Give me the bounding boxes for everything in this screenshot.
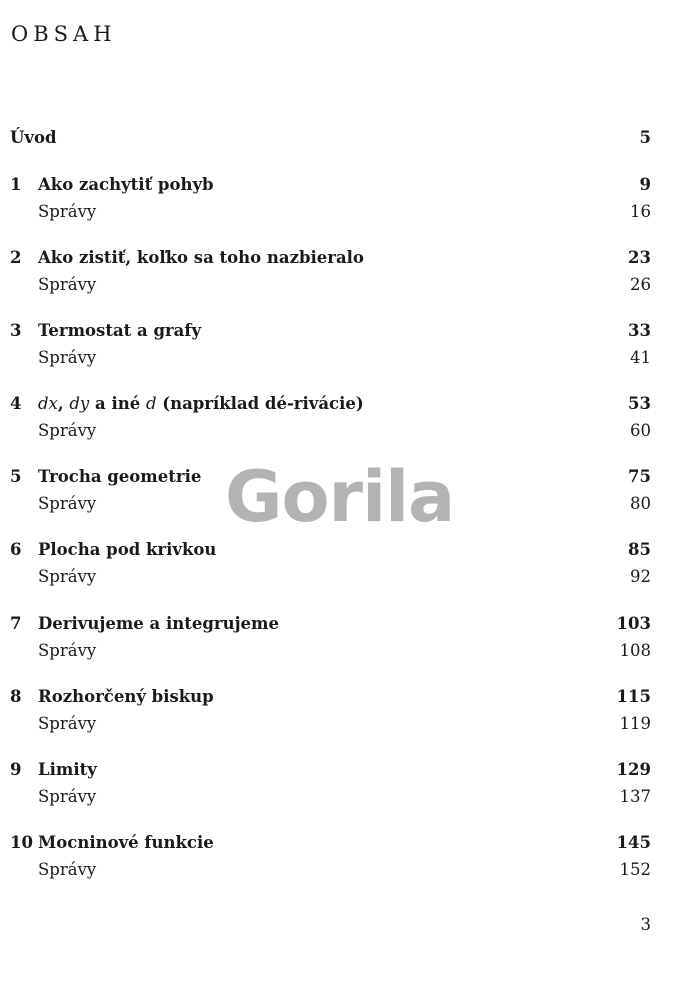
chapter-title: Derivujeme a integrujeme bbox=[38, 614, 279, 633]
notes-page: 41 bbox=[630, 348, 651, 367]
chapter-number: 5 bbox=[10, 467, 22, 486]
chapter-number: 3 bbox=[10, 321, 22, 340]
notes-page: 92 bbox=[630, 567, 651, 586]
chapter-title: Rozhorčený biskup bbox=[38, 687, 214, 706]
math-dy: dy bbox=[69, 394, 90, 413]
chapter-page: 115 bbox=[616, 687, 651, 706]
notes-page: 26 bbox=[630, 275, 651, 294]
notes-label: Správy bbox=[38, 714, 97, 733]
toc-notes-1[interactable] bbox=[10, 202, 651, 226]
chapter-page: 129 bbox=[616, 760, 651, 779]
chapter-page: 9 bbox=[639, 175, 651, 194]
math-d: d bbox=[145, 394, 157, 413]
notes-label: Správy bbox=[38, 641, 97, 660]
page-title: OBSAH bbox=[11, 22, 117, 46]
notes-label: Správy bbox=[38, 348, 97, 367]
chapter-number: 7 bbox=[10, 614, 22, 633]
notes-page: 108 bbox=[619, 641, 651, 660]
notes-page: 119 bbox=[619, 714, 651, 733]
toc-notes-6[interactable] bbox=[10, 567, 651, 591]
notes-label: Správy bbox=[38, 860, 97, 879]
chapter-page: 85 bbox=[628, 540, 651, 559]
chapter-page: 103 bbox=[616, 614, 651, 633]
chapter-number: 4 bbox=[10, 394, 22, 413]
chapter-page: 75 bbox=[628, 467, 651, 486]
toc-notes-8[interactable] bbox=[10, 714, 651, 738]
notes-page: 16 bbox=[630, 202, 651, 221]
toc-notes-10[interactable] bbox=[10, 860, 651, 884]
toc-chapter-9[interactable] bbox=[10, 760, 651, 784]
notes-page: 60 bbox=[630, 421, 651, 440]
chapter-number: 9 bbox=[10, 760, 22, 779]
title-separator: , bbox=[57, 394, 70, 413]
chapter-number: 8 bbox=[10, 687, 22, 706]
chapter-title bbox=[38, 394, 628, 413]
toc-entry-intro[interactable] bbox=[10, 128, 651, 152]
notes-page: 152 bbox=[619, 860, 651, 879]
chapter-page: 23 bbox=[628, 248, 651, 267]
chapter-page: 145 bbox=[616, 833, 651, 852]
watermark-logo: Gorila bbox=[225, 456, 455, 538]
chapter-page: 53 bbox=[628, 394, 651, 413]
chapter-title: Limity bbox=[38, 760, 97, 779]
chapter-title: Ako zistiť, koľko sa toho nazbieralo bbox=[38, 248, 364, 267]
chapter-title: Plocha pod krivkou bbox=[38, 540, 217, 559]
math-dx: dx bbox=[38, 394, 58, 413]
notes-page: 137 bbox=[619, 787, 651, 806]
chapter-number: 10 bbox=[10, 833, 33, 852]
notes-label: Správy bbox=[38, 202, 97, 221]
toc-chapter-2[interactable] bbox=[10, 248, 651, 272]
toc-chapter-10[interactable] bbox=[10, 833, 651, 857]
toc-chapter-8[interactable] bbox=[10, 687, 651, 711]
chapter-number: 6 bbox=[10, 540, 22, 559]
notes-label: Správy bbox=[38, 567, 97, 586]
toc-entry-title: Úvod bbox=[10, 128, 57, 147]
notes-label: Správy bbox=[38, 787, 97, 806]
toc-notes-3[interactable] bbox=[10, 348, 651, 372]
chapter-number: 1 bbox=[10, 175, 22, 194]
chapter-title: Ako zachytiť pohyb bbox=[38, 175, 214, 194]
toc-chapter-1[interactable] bbox=[10, 175, 651, 199]
chapter-number: 2 bbox=[10, 248, 22, 267]
toc-chapter-6[interactable] bbox=[10, 540, 651, 564]
toc-chapter-4[interactable] bbox=[10, 394, 651, 418]
toc-notes-2[interactable] bbox=[10, 275, 651, 299]
notes-page: 80 bbox=[630, 494, 651, 513]
title-rest: (napríklad dé-rivácie) bbox=[156, 394, 364, 413]
toc-notes-4[interactable] bbox=[10, 421, 651, 445]
notes-label: Správy bbox=[38, 421, 97, 440]
chapter-page: 33 bbox=[628, 321, 651, 340]
title-middle: a iné bbox=[89, 394, 146, 413]
toc-notes-7[interactable] bbox=[10, 641, 651, 665]
toc-chapter-7[interactable] bbox=[10, 614, 651, 638]
notes-label: Správy bbox=[38, 275, 97, 294]
chapter-title: Trocha geometrie bbox=[38, 467, 202, 486]
toc-chapter-3[interactable] bbox=[10, 321, 651, 345]
toc-entry-page: 5 bbox=[639, 128, 651, 147]
page-number: 3 bbox=[640, 915, 651, 934]
toc-notes-9[interactable] bbox=[10, 787, 651, 811]
notes-label: Správy bbox=[38, 494, 97, 513]
chapter-title: Termostat a grafy bbox=[38, 321, 202, 340]
chapter-title: Mocninové funkcie bbox=[38, 833, 214, 852]
